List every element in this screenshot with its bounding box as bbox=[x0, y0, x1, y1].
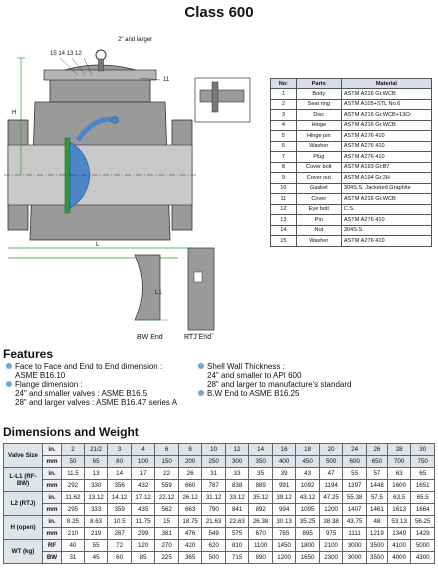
dimension-value: 4300 bbox=[411, 552, 435, 564]
dimension-value: 889 bbox=[249, 480, 273, 492]
dimension-value: 80 bbox=[108, 456, 132, 468]
dimension-value: 33 bbox=[225, 468, 249, 480]
dimension-value: 1111 bbox=[343, 528, 367, 540]
dimension-value: 43 bbox=[296, 468, 320, 480]
dimension-value: 24 bbox=[343, 444, 367, 456]
feature-item: Face to Face and End to End dimension : bbox=[6, 362, 177, 371]
dimension-value: 35.25 bbox=[296, 516, 320, 528]
dimension-value: 14.12 bbox=[108, 492, 132, 504]
dimension-value: 13 bbox=[84, 468, 108, 480]
bullet-icon bbox=[198, 363, 204, 369]
dimension-value: 26 bbox=[366, 444, 387, 456]
parts-header-no: No: bbox=[271, 79, 297, 89]
dimension-value: 35.12 bbox=[249, 492, 273, 504]
dimension-value: 1664 bbox=[411, 504, 435, 516]
dimension-value: 18 bbox=[296, 444, 320, 456]
dimension-value: 210 bbox=[62, 528, 85, 540]
dimension-unit: in. bbox=[43, 516, 62, 528]
part-name: Disc bbox=[296, 110, 341, 121]
feature-item: 24" and smaller valves : ASME B16.5 bbox=[15, 389, 148, 398]
parts-row bbox=[271, 131, 432, 142]
dimension-value: 10 bbox=[202, 444, 226, 456]
dimension-value: 14 bbox=[108, 468, 132, 480]
parts-table bbox=[270, 78, 432, 247]
dimension-unit: mm bbox=[43, 480, 62, 492]
dimension-value: 22 bbox=[155, 468, 179, 480]
dimension-value: 3500 bbox=[366, 540, 387, 552]
dimension-value: 435 bbox=[131, 504, 155, 516]
dimension-value: 890 bbox=[249, 552, 273, 564]
dimension-value: 765 bbox=[272, 528, 296, 540]
dimension-value: 1461 bbox=[366, 504, 387, 516]
dimension-value: 28 bbox=[387, 444, 411, 456]
dimension-value: 1450 bbox=[272, 540, 296, 552]
dimension-value: 63 bbox=[387, 468, 411, 480]
dimension-value: 14 bbox=[249, 444, 273, 456]
part-number: 5 bbox=[271, 131, 297, 142]
dimension-value: 17.12 bbox=[131, 492, 155, 504]
dimension-value: 225 bbox=[155, 552, 179, 564]
part-material: ASTM A193 Gr.B7 bbox=[341, 162, 431, 173]
dimension-value: 31 bbox=[202, 468, 226, 480]
page-title: Class 600 bbox=[184, 4, 254, 21]
dimension-value: 65 bbox=[411, 468, 435, 480]
part-number: 14 bbox=[271, 225, 297, 236]
dimension-value: 991 bbox=[272, 480, 296, 492]
dimension-value: 100 bbox=[131, 456, 155, 468]
part-name: Hinge pin bbox=[296, 131, 341, 142]
dimension-value: 476 bbox=[178, 528, 202, 540]
dimension-value: 21/2 bbox=[84, 444, 108, 456]
dim-h-label: H bbox=[12, 110, 17, 116]
dimension-value: 47.25 bbox=[319, 492, 343, 504]
dimension-label: WT (kg) bbox=[4, 540, 43, 564]
dimension-value: 700 bbox=[387, 456, 411, 468]
dimension-value: 60 bbox=[108, 552, 132, 564]
dimension-value: 300 bbox=[225, 456, 249, 468]
feature-item: 24" and smaller to API 600 bbox=[207, 371, 302, 380]
dimension-row bbox=[4, 480, 435, 492]
dimension-value: 15 bbox=[155, 516, 179, 528]
dimension-value: 660 bbox=[178, 480, 202, 492]
dimension-unit: mm bbox=[43, 528, 62, 540]
parts-row bbox=[271, 162, 432, 173]
dimension-value: 22.12 bbox=[155, 492, 179, 504]
part-material: ASTM A276 410 bbox=[341, 141, 431, 152]
dimension-value: 48 bbox=[366, 516, 387, 528]
dimension-value: 26 bbox=[178, 468, 202, 480]
dimension-value: 31 bbox=[62, 552, 85, 564]
dimension-value: 13.12 bbox=[84, 492, 108, 504]
dimension-value: 841 bbox=[225, 504, 249, 516]
dimension-value: 4100 bbox=[387, 540, 411, 552]
dimension-value: 30.13 bbox=[272, 516, 296, 528]
dimension-value: 1200 bbox=[272, 552, 296, 564]
dimension-value: 400 bbox=[272, 456, 296, 468]
dimension-value: 20 bbox=[319, 444, 343, 456]
dimension-value: 270 bbox=[155, 540, 179, 552]
valve-drawing bbox=[0, 20, 268, 350]
dimension-value: 500 bbox=[202, 552, 226, 564]
part-material: ASTM A276 410 bbox=[341, 215, 431, 226]
dimension-value: 22.63 bbox=[225, 516, 249, 528]
parts-row bbox=[271, 89, 432, 100]
dimension-value: 267 bbox=[108, 528, 132, 540]
dimension-value: 600 bbox=[343, 456, 367, 468]
part-number: 13 bbox=[271, 215, 297, 226]
parts-row bbox=[271, 99, 432, 110]
dimension-value: 43.12 bbox=[296, 492, 320, 504]
dimension-value: 72 bbox=[108, 540, 132, 552]
dimension-value: 333 bbox=[84, 504, 108, 516]
dimension-value: 11.62 bbox=[62, 492, 85, 504]
dimension-value: 1219 bbox=[366, 528, 387, 540]
part-number: 7 bbox=[271, 152, 297, 163]
part-number: 9 bbox=[271, 173, 297, 184]
dimension-value: 892 bbox=[249, 504, 273, 516]
dimension-value: 3000 bbox=[343, 540, 367, 552]
dimension-value: 1100 bbox=[249, 540, 273, 552]
dimension-value: 1429 bbox=[411, 528, 435, 540]
part-name: Eye bolt bbox=[296, 204, 341, 215]
part-material: 304S.S. Jacketed Graphite bbox=[341, 183, 431, 194]
dimension-value: 975 bbox=[319, 528, 343, 540]
part-number: 12 bbox=[271, 204, 297, 215]
dimension-value: 85 bbox=[131, 552, 155, 564]
feature-item: Shell Wall Thickness : bbox=[198, 362, 351, 371]
dimension-value: 2 bbox=[62, 444, 85, 456]
part-material: ASTM A276 410 bbox=[341, 131, 431, 142]
part-number: 15 bbox=[271, 236, 297, 247]
dimension-value: 432 bbox=[131, 480, 155, 492]
callout-top-label: 15 14 13 12 bbox=[50, 51, 82, 57]
dimension-value: 838 bbox=[225, 480, 249, 492]
dimension-value: 1650 bbox=[296, 552, 320, 564]
dimension-value: 30 bbox=[411, 444, 435, 456]
dimension-value: 31.12 bbox=[202, 492, 226, 504]
dimension-unit: mm bbox=[43, 504, 62, 516]
dimension-value: 8.25 bbox=[62, 516, 85, 528]
dimension-value: 17 bbox=[131, 468, 155, 480]
part-name: Pin bbox=[296, 215, 341, 226]
dimension-value: 6 bbox=[155, 444, 179, 456]
part-material: ASTM A216 Gr.WCB+13Cr bbox=[341, 110, 431, 121]
dimension-value: 1613 bbox=[387, 504, 411, 516]
part-name: Hinge bbox=[296, 120, 341, 131]
dim-l1-label: L1 bbox=[155, 290, 162, 296]
dimension-unit: mm bbox=[43, 456, 62, 468]
dimension-value: 549 bbox=[202, 528, 226, 540]
feature-item: 28" and larger valves : ASME B16.47 series A bbox=[15, 398, 178, 407]
dimension-label: Valve Size bbox=[4, 444, 43, 468]
dimension-row bbox=[4, 444, 435, 456]
dimension-value: 1800 bbox=[296, 540, 320, 552]
dimension-value: 750 bbox=[411, 456, 435, 468]
part-material: ASTM A276 410 bbox=[341, 236, 431, 247]
dimension-value: 350 bbox=[249, 456, 273, 468]
part-material: ASTM A216 Gr.WCB bbox=[341, 194, 431, 205]
dimension-value: 39.12 bbox=[272, 492, 296, 504]
dimension-value: 45 bbox=[84, 552, 108, 564]
parts-row bbox=[271, 204, 432, 215]
dimension-value: 895 bbox=[296, 528, 320, 540]
part-name: Plug bbox=[296, 152, 341, 163]
dimension-value: 292 bbox=[62, 480, 85, 492]
dimension-value: 450 bbox=[296, 456, 320, 468]
dimension-value: 663 bbox=[178, 504, 202, 516]
part-material: ASTM A216 Gr.WCB bbox=[341, 89, 431, 100]
dimension-value: 620 bbox=[202, 540, 226, 552]
parts-row bbox=[271, 120, 432, 131]
dimension-label: H (open) bbox=[4, 516, 43, 540]
dimension-value: 16 bbox=[272, 444, 296, 456]
dimension-unit: BW bbox=[43, 552, 62, 564]
part-number: 8 bbox=[271, 162, 297, 173]
dimension-value: 790 bbox=[202, 504, 226, 516]
dimension-value: 4 bbox=[131, 444, 155, 456]
parts-header-material: Material bbox=[341, 79, 431, 89]
dimensions-heading: Dimensions and Weight bbox=[3, 425, 139, 439]
dimension-value: 65 bbox=[84, 456, 108, 468]
part-number: 3 bbox=[271, 110, 297, 121]
part-name: Washer bbox=[296, 236, 341, 247]
part-material: ASTM A276 410 bbox=[341, 152, 431, 163]
dimension-value: 1349 bbox=[387, 528, 411, 540]
dimension-value: 21.63 bbox=[202, 516, 226, 528]
parts-row bbox=[271, 236, 432, 247]
part-material: ASTM A216 Gr.WCB bbox=[341, 120, 431, 131]
dimension-value: 1600 bbox=[387, 480, 411, 492]
dimension-value: 3 bbox=[108, 444, 132, 456]
dimension-row bbox=[4, 492, 435, 504]
dimension-value: 55 bbox=[84, 540, 108, 552]
feature-item: B.W End to ASME B16.25 bbox=[198, 389, 351, 398]
dimension-value: 150 bbox=[155, 456, 179, 468]
part-name: Cover bbox=[296, 194, 341, 205]
dimension-row bbox=[4, 528, 435, 540]
dimension-value: 2300 bbox=[319, 552, 343, 564]
part-number: 11 bbox=[271, 194, 297, 205]
dimension-value: 330 bbox=[84, 480, 108, 492]
dimension-value: 12 bbox=[225, 444, 249, 456]
dimension-value: 11.5 bbox=[62, 468, 85, 480]
dim-l-label: L bbox=[96, 242, 100, 248]
parts-header-parts: Parts bbox=[296, 79, 341, 89]
dimension-value: 50 bbox=[62, 456, 85, 468]
part-name: Body bbox=[296, 89, 341, 100]
parts-row bbox=[271, 110, 432, 121]
dimension-value: 65.5 bbox=[411, 492, 435, 504]
stud-size-label: 2" and larger bbox=[118, 37, 153, 43]
parts-row bbox=[271, 152, 432, 163]
dimension-value: 43.75 bbox=[343, 516, 367, 528]
bullet-icon bbox=[198, 390, 204, 396]
parts-header-row bbox=[271, 79, 432, 89]
part-material: ASTM A194 Gr.2H bbox=[341, 173, 431, 184]
part-name: Seat ring bbox=[296, 99, 341, 110]
part-name: Gasket bbox=[296, 183, 341, 194]
dimension-value: 1200 bbox=[319, 504, 343, 516]
parts-row bbox=[271, 194, 432, 205]
dimension-value: 5000 bbox=[411, 540, 435, 552]
dimension-value: 10.5 bbox=[108, 516, 132, 528]
dimension-value: 994 bbox=[272, 504, 296, 516]
dimension-value: 1092 bbox=[296, 480, 320, 492]
dimension-value: 18.75 bbox=[178, 516, 202, 528]
dimension-value: 57 bbox=[366, 468, 387, 480]
dimension-value: 55 bbox=[343, 468, 367, 480]
dimension-label: L2 (RTJ) bbox=[4, 492, 43, 516]
parts-row bbox=[271, 215, 432, 226]
part-number: 4 bbox=[271, 120, 297, 131]
part-name: Cover nut bbox=[296, 173, 341, 184]
dimension-value: 381 bbox=[155, 528, 179, 540]
dimension-value: 562 bbox=[155, 504, 179, 516]
dimension-row bbox=[4, 516, 435, 528]
dimension-value: 1194 bbox=[319, 480, 343, 492]
dimension-value: 575 bbox=[225, 528, 249, 540]
features-left bbox=[6, 362, 177, 407]
dimension-value: 55.38 bbox=[343, 492, 367, 504]
dimension-value: 38.38 bbox=[319, 516, 343, 528]
parts-row bbox=[271, 225, 432, 236]
callout-right-label: 11 bbox=[163, 77, 170, 83]
dimension-value: 57.5 bbox=[366, 492, 387, 504]
feature-item: Flange dimension : bbox=[6, 380, 177, 389]
parts-row bbox=[271, 141, 432, 152]
dimension-value: 8 bbox=[178, 444, 202, 456]
dimension-value: 8.63 bbox=[84, 516, 108, 528]
dimension-value: 810 bbox=[225, 540, 249, 552]
dimension-value: 365 bbox=[178, 552, 202, 564]
feature-item: 28" and larger to manufacture's standard bbox=[207, 380, 352, 389]
dimension-value: 33.12 bbox=[225, 492, 249, 504]
dimension-label: L-L1 (RF-BW) bbox=[4, 468, 43, 492]
feature-item: ASME B16.10 bbox=[15, 371, 66, 380]
dimension-value: 63.5 bbox=[387, 492, 411, 504]
dimension-value: 559 bbox=[155, 480, 179, 492]
dimension-value: 1651 bbox=[411, 480, 435, 492]
part-name: Cover bolt bbox=[296, 162, 341, 173]
dimension-value: 120 bbox=[131, 540, 155, 552]
dimension-value: 787 bbox=[202, 480, 226, 492]
dimension-value: 200 bbox=[178, 456, 202, 468]
dimension-value: 1397 bbox=[343, 480, 367, 492]
parts-row bbox=[271, 173, 432, 184]
dimension-value: 3000 bbox=[343, 552, 367, 564]
part-material: C.S. bbox=[341, 204, 431, 215]
dimension-unit: RF bbox=[43, 540, 62, 552]
dimension-value: 40 bbox=[62, 540, 85, 552]
dimension-value: 26.38 bbox=[249, 516, 273, 528]
dimension-value: 4000 bbox=[387, 552, 411, 564]
rtj-end-label: RTJ End bbox=[184, 334, 212, 341]
part-name: Washer bbox=[296, 141, 341, 152]
dimension-value: 53.13 bbox=[387, 516, 411, 528]
dimension-value: 11.75 bbox=[131, 516, 155, 528]
part-material: ASTM A105+STL No.6 bbox=[341, 99, 431, 110]
dimension-unit: in. bbox=[43, 444, 62, 456]
dimension-row bbox=[4, 468, 435, 480]
dimension-value: 356 bbox=[108, 480, 132, 492]
dimension-value: 500 bbox=[319, 456, 343, 468]
dimension-value: 219 bbox=[84, 528, 108, 540]
dimension-row bbox=[4, 504, 435, 516]
dimension-value: 1448 bbox=[366, 480, 387, 492]
dimensions-table bbox=[3, 443, 435, 564]
part-material: 304S.S. bbox=[341, 225, 431, 236]
dimension-value: 295 bbox=[62, 504, 85, 516]
dimension-value: 47 bbox=[319, 468, 343, 480]
features-right bbox=[198, 362, 351, 398]
dimension-row bbox=[4, 552, 435, 564]
bw-end-label: BW End bbox=[137, 334, 163, 341]
dimension-unit: in. bbox=[43, 468, 62, 480]
part-number: 10 bbox=[271, 183, 297, 194]
dimension-row bbox=[4, 540, 435, 552]
dimension-value: 3500 bbox=[366, 552, 387, 564]
dimension-value: 26.12 bbox=[178, 492, 202, 504]
dimension-row bbox=[4, 456, 435, 468]
dimension-value: 299 bbox=[131, 528, 155, 540]
dimension-value: 1407 bbox=[343, 504, 367, 516]
part-number: 2 bbox=[271, 99, 297, 110]
dimension-value: 2100 bbox=[319, 540, 343, 552]
part-name: Nut bbox=[296, 225, 341, 236]
dimension-value: 420 bbox=[178, 540, 202, 552]
dimension-value: 715 bbox=[225, 552, 249, 564]
part-number: 1 bbox=[271, 89, 297, 100]
dimension-value: 39 bbox=[272, 468, 296, 480]
dimension-value: 1095 bbox=[296, 504, 320, 516]
dimension-value: 359 bbox=[108, 504, 132, 516]
part-number: 6 bbox=[271, 141, 297, 152]
dimension-value: 35 bbox=[249, 468, 273, 480]
parts-row bbox=[271, 183, 432, 194]
dimension-value: 650 bbox=[366, 456, 387, 468]
dimension-value: 250 bbox=[202, 456, 226, 468]
bullet-icon bbox=[6, 381, 12, 387]
dimension-value: 56.25 bbox=[411, 516, 435, 528]
bullet-icon bbox=[6, 363, 12, 369]
dimension-unit: in. bbox=[43, 492, 62, 504]
dimension-value: 670 bbox=[249, 528, 273, 540]
features-heading: Features bbox=[3, 347, 54, 361]
